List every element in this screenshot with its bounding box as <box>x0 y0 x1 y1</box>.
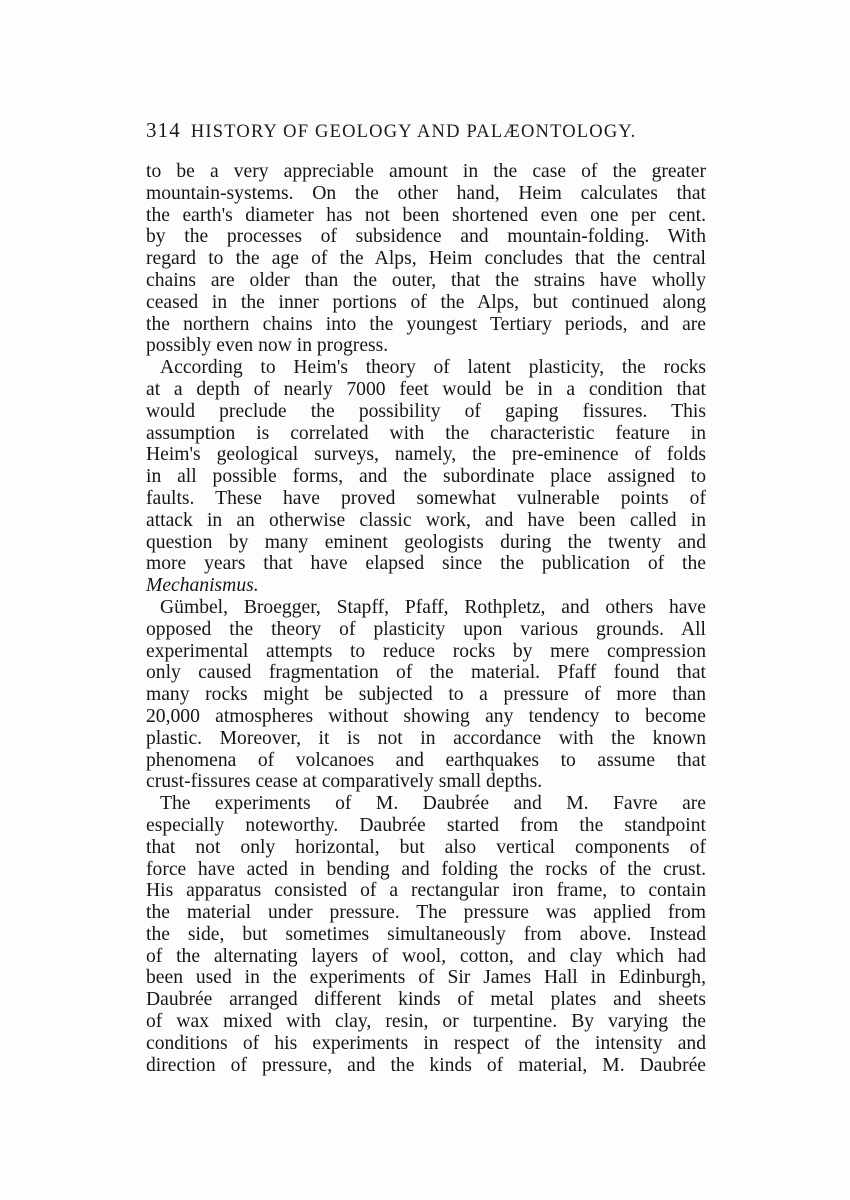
text-line: His apparatus consisted of a rectangular iron frame, to contain <box>146 880 706 902</box>
paragraph-3 <box>146 597 706 793</box>
text-line: that not only horizontal, but also vertical components of <box>146 836 706 858</box>
text-line: Heim's geological surveys, namely, the pre-eminence of folds <box>146 444 706 466</box>
running-title: HISTORY OF GEOLOGY AND PALÆONTOLOGY. <box>190 122 637 142</box>
page-number: 314 <box>146 118 181 142</box>
text-line: According to Heim's theory of latent plasticity, the rocks <box>160 357 706 379</box>
text-line: assumption is correlated with the characteristic feature in <box>146 422 706 444</box>
text-line: direction of pressure, and the kinds of material, M. Daubrée <box>146 1054 706 1076</box>
text-line: The experiments of M. Daubrée and M. Favre are <box>160 793 706 815</box>
text-line: of the alternating layers of wool, cotton, and clay which had <box>146 945 706 967</box>
text-line: of wax mixed with clay, resin, or turpentine. By varying the <box>146 1011 706 1033</box>
text-line: by the processes of subsidence and mountain-folding. With <box>146 226 706 248</box>
text-line: only caused fragmentation of the material. Pfaff found that <box>146 662 706 684</box>
text-line: possibly even now in progress. <box>146 335 389 357</box>
text-line: Gümbel, Broegger, Stapff, Pfaff, Rothpletz, and others have <box>160 596 706 618</box>
text-line: force have acted in bending and folding the rocks of the crust. <box>146 858 706 880</box>
text-line: more years that have elapsed since the publication of the <box>146 553 706 575</box>
text-line: plastic. Moreover, it is not in accordance with the known <box>146 727 706 749</box>
text-line: chains are older than the outer, that the strains have wholly <box>146 269 706 291</box>
text-line: conditions of his experiments in respect of the intensity and <box>146 1032 706 1054</box>
text-line: regard to the age of the Alps, Heim concludes that the central <box>146 248 706 270</box>
text-line: question by many eminent geologists during the twenty and <box>146 531 706 553</box>
paragraph-1 <box>146 161 706 357</box>
text-line: faults. These have proved somewhat vulnerable points of <box>146 487 706 509</box>
text-line: 20,000 atmospheres without showing any tendency to become <box>146 705 706 727</box>
text-line: many rocks might be subjected to a pressure of more than <box>146 684 706 706</box>
text-line: been used in the experiments of Sir James Hall in Edinburgh, <box>146 967 706 989</box>
body-text <box>146 161 706 1076</box>
text-line: attack in an otherwise classic work, and have been called in <box>146 509 706 531</box>
text-line: the side, but sometimes simultaneously from above. Instead <box>146 923 706 945</box>
paragraph-4 <box>146 793 706 1076</box>
text-line: the material under pressure. The pressure was applied from <box>146 902 706 924</box>
text-line: phenomena of volcanoes and earthquakes to assume that <box>146 749 706 771</box>
text-line: to be a very appreciable amount in the case of the greater <box>146 161 706 182</box>
text-line: the northern chains into the youngest Tertiary periods, and are <box>146 313 706 335</box>
text-line: at a depth of nearly 7000 feet would be in a condition that <box>146 378 706 400</box>
text-line: opposed the theory of plasticity upon various grounds. All <box>146 618 706 640</box>
text-line: Daubrée arranged different kinds of metal plates and sheets <box>146 989 706 1011</box>
text-line: in all possible forms, and the subordinate place assigned to <box>146 466 706 488</box>
text-line: mountain-systems. On the other hand, Heim calculates that <box>146 182 706 204</box>
text-line: would preclude the possibility of gaping fissures. This <box>146 400 706 422</box>
book-title-mechanismus: Mechanismus. <box>146 575 259 597</box>
page-header <box>146 118 706 143</box>
text-line: the earth's diameter has not been shortened even one per cent. <box>146 204 706 226</box>
paragraph-2 <box>146 357 706 597</box>
text-line: experimental attempts to reduce rocks by mere compression <box>146 640 706 662</box>
text-line: especially noteworthy. Daubrée started from the standpoint <box>146 814 706 836</box>
text-line: crust-fissures cease at comparatively small depths. <box>146 771 543 793</box>
text-line: ceased in the inner portions of the Alps, but continued along <box>146 291 706 313</box>
